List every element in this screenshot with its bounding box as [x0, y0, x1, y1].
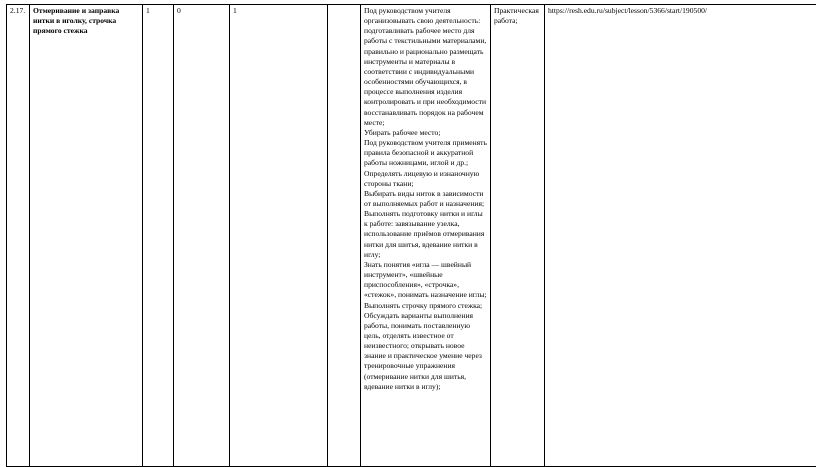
hours-control: 0 [177, 6, 181, 15]
activity-item: Выполнять подготовку нитки и иглы к работе: завязывание узелка, использование приёмов отмеривания нитки для шитья, вдевание нитки в иглу; [364, 209, 488, 260]
activity-item: Убирать рабочее место; [364, 128, 488, 138]
activity-item: Знать понятия «игла — швейный инструмент», «швейные приспособления», «строчка», «стежок», понимать назначение иглы; [364, 260, 488, 301]
activities-cell [361, 5, 491, 467]
activity-item: Под руководством учителя организовывать свою деятельность: подготавливать рабочее место для работы с текстильными материалами, правильно и рационально размещать инструменты и материалы в соответствии с индивидуальными особенностями обучающихся, в процессе выполнения изделия контролировать и при необходимости восстанавливать порядок на рабочем месте; [364, 6, 488, 128]
lesson-plan-table [6, 4, 816, 467]
resource-link[interactable]: https://resh.edu.ru/subject/lesson/5366/start/190500/ [548, 6, 707, 15]
activity-item: Под руководством учителя применять правила безопасной и аккуратной работы ножницами, иглой и др.; [364, 138, 488, 168]
resource-cell [545, 5, 816, 467]
table-row [7, 5, 816, 467]
lesson-topic: Отмеривание и заправка нитки в иголку, строчка прямого стежка [33, 6, 119, 35]
hours-control-cell [174, 5, 230, 467]
activity-item: Обсуждать варианты выполнения работы, понимать поставленную цель, отделять известное от неизвестного; открывать новое знание и практическое умение через тренировочные упражнения (отмеривание нитки для шитья, вдевание нитки в иглу); [364, 311, 488, 392]
date-cell [328, 5, 361, 467]
hours-total: 1 [146, 6, 150, 15]
lesson-number-cell [7, 5, 30, 467]
control-form: Практическая работа; [494, 6, 539, 25]
activity-item: Выбирать виды ниток в зависимости от выполняемых работ и назначения; [364, 189, 488, 209]
hours-total-cell [143, 5, 174, 467]
lesson-number: 2.17. [10, 6, 25, 15]
hours-practical-cell [230, 5, 328, 467]
activity-item: Определять лицевую и изнаночную стороны ткани; [364, 169, 488, 189]
activity-item: Выполнять строчку прямого стежка; [364, 301, 488, 311]
control-form-cell [491, 5, 545, 467]
lesson-topic-cell [30, 5, 143, 467]
hours-practical: 1 [233, 6, 237, 15]
